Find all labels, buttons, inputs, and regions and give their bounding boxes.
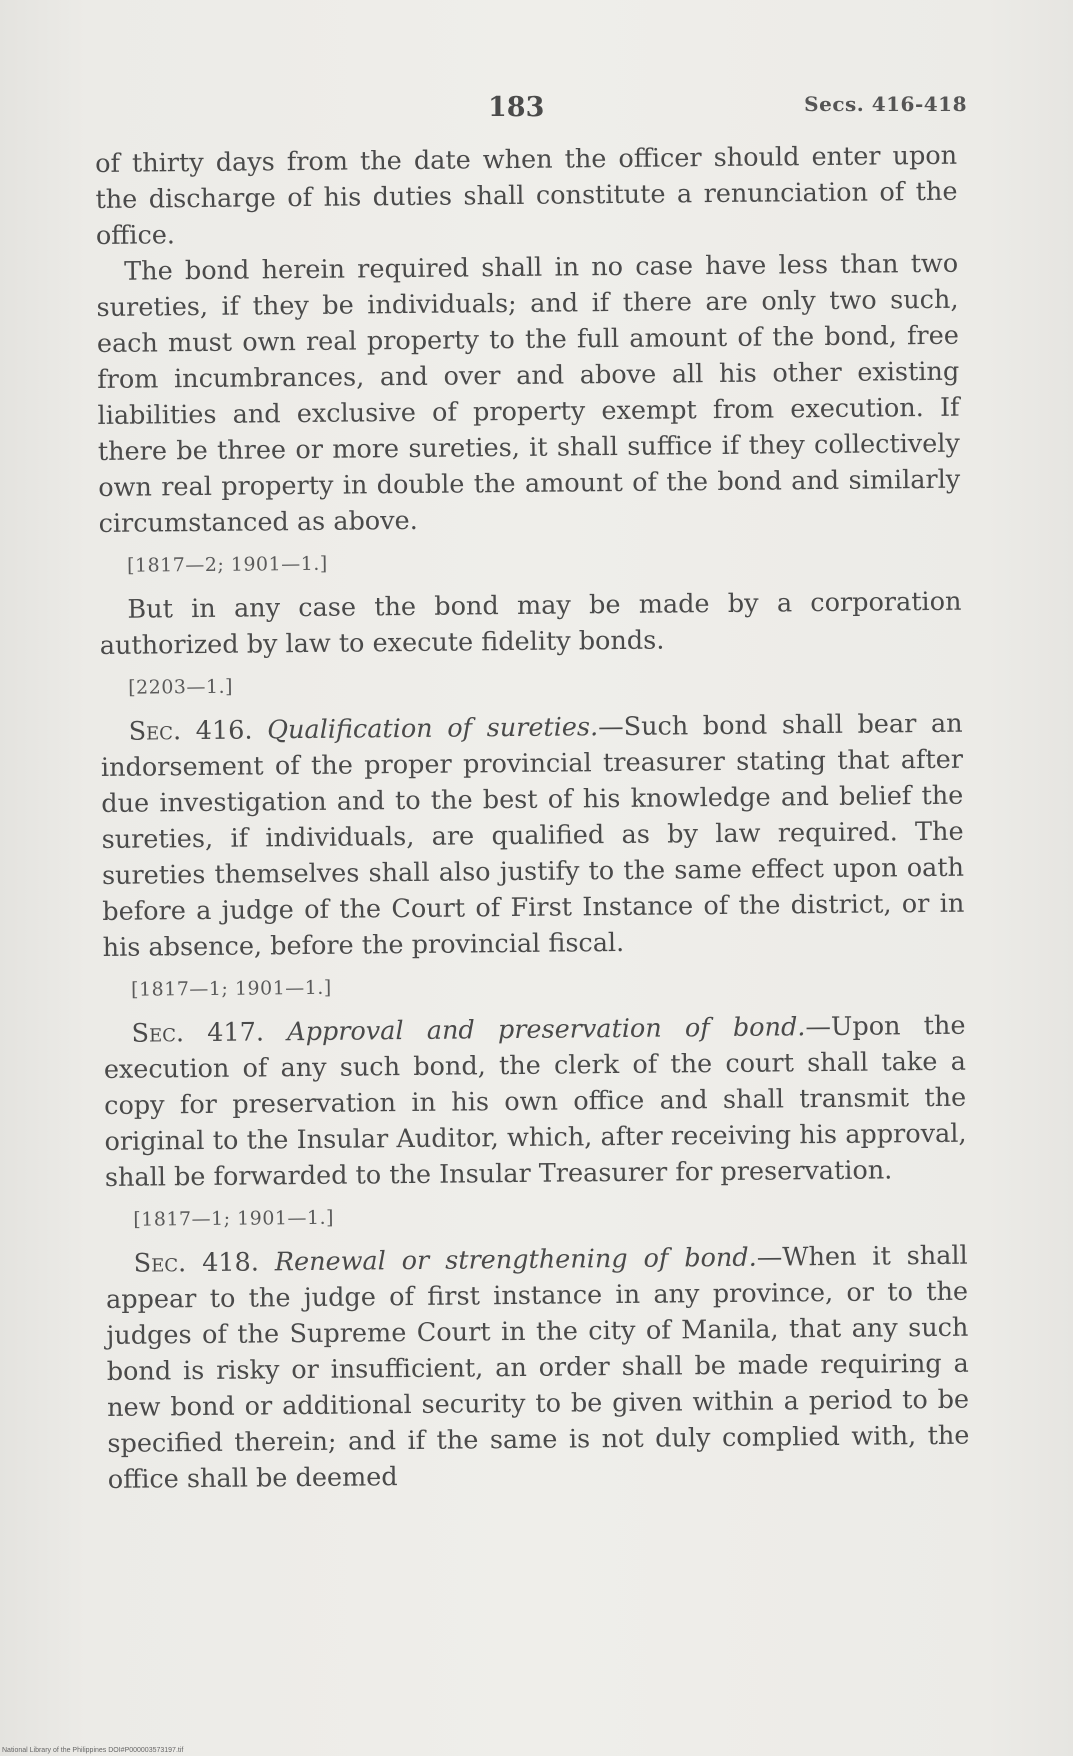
section-417 [103, 1008, 967, 1196]
citation: [2203—1.] [128, 675, 234, 699]
paragraph-sureties: The bond herein required shall in no case have less than two sureties, if they be individuals; and if there are only two such, each must own real property to the full amount of the bond, free from incumbrances, and over and above all his other existing liabilities and exclusive of property exempt from execution. If there be three or more sureties, it shall suffice if they collectively own real property in double the amount of the bond and similarly circumstanced as above. [96, 248, 961, 539]
page-body [95, 138, 970, 1498]
section-418 [106, 1238, 970, 1498]
section-416 [100, 706, 964, 966]
section-label: Sec. 417. [131, 1017, 265, 1049]
paragraph-continued: of thirty days from the date when the officer should enter upon the discharge of his duties shall constitute a renunciation of the office. [95, 140, 958, 251]
citation: [1817—2; 1901—1.] [126, 552, 328, 577]
page-number: 183 [488, 92, 545, 123]
section-title: Approval and preservation of bond. [287, 1012, 806, 1048]
section-label: Sec. 416. [128, 715, 253, 747]
citation: [1817—1; 1901—1.] [130, 976, 332, 1001]
citation: [1817—1; 1901—1.] [133, 1206, 335, 1231]
section-title: Qualification of sureties. [266, 712, 599, 746]
section-text: —When it shall appear to the judge of first instance in any province, or to the judges of the Supreme Court in the city of Manila, that any such bond is risky or insufficient, an order shall be made requiring a new bond or additional security to be given within a period to be specified therein; and if the same is not duly complied with, the office shall be deemed [105, 1240, 970, 1495]
paragraph-corporation: But in any case the bond may be made by a corporation authorized by law to execute fidelity bonds. [99, 586, 962, 661]
section-text: —Upon the execution of any such bond, the clerk of the court shall take a copy for preservation in his own office and shall transmit the original to the Insular Auditor, which, after receiving his approval, shall be forwarded to the Insular Treasurer for preservation. [103, 1010, 967, 1193]
section-title: Renewal or strengthening of bond. [274, 1242, 757, 1278]
section-label: Sec. 418. [133, 1247, 260, 1279]
page-header [0, 88, 1073, 128]
section-text: —Such bond shall bear an indorsement of the proper provincial treasurer stating that after due investigation and to the best of his knowledge and belief the sureties, if individuals, are qualified as by law required. The sureties themselves shall also justify to the same effect upon oath before a judge of the Court of First Instance of the district, or in his absence, before the provincial fiscal. [100, 708, 965, 963]
scan-footer: National Library of the Philippines DOI#P000003573197.tif [2, 1747, 184, 1754]
section-range: Secs. 416-418 [804, 92, 967, 116]
